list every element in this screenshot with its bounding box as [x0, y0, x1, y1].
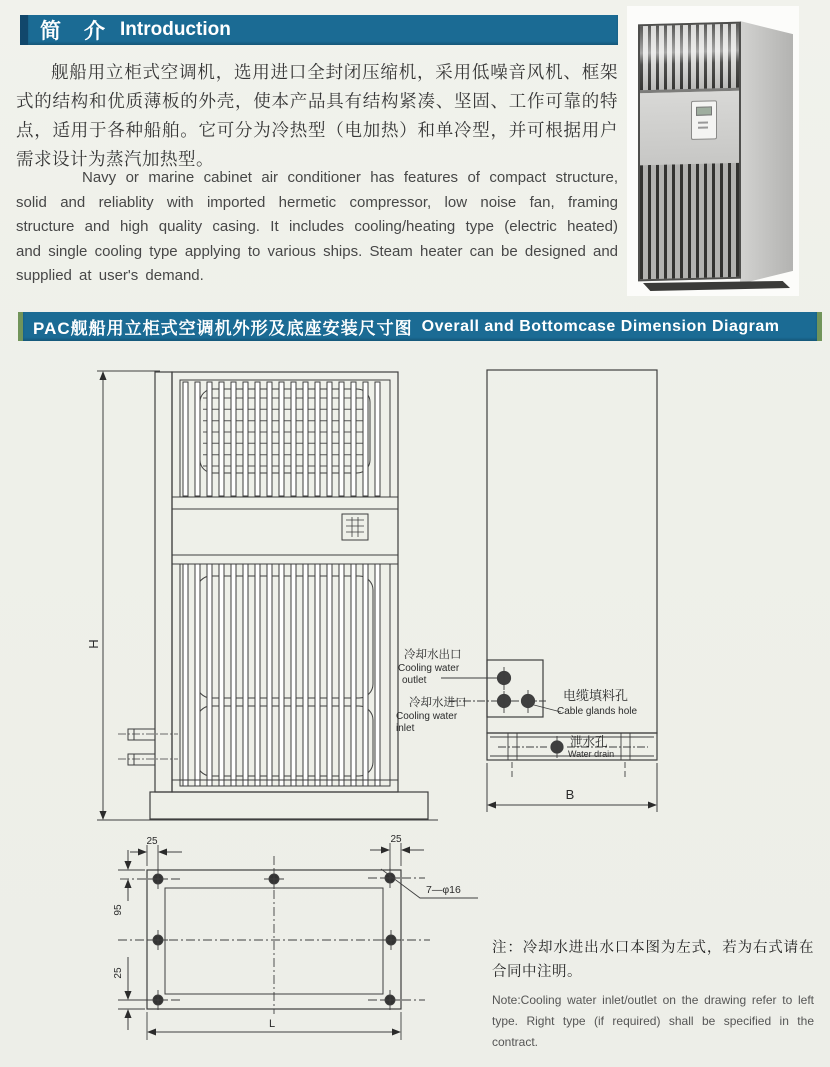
dimension-title-en: Overall and Bottomcase Dimension Diagram	[421, 317, 780, 335]
water-drain-label-zh: 泄水孔	[570, 735, 608, 749]
outlet-label-en1: Cooling water	[398, 663, 460, 674]
intro-paragraph-english: Navy or marine cabinet air conditioner has features of compact structure, solid and reliablity with imported hermetic compressor, low noise fan, framing structure and high quality casing. It includes cooling/heating type (electric heated) and single cooling type applying to various ships. Steam heater can be designed and supplied at user's demand.	[16, 169, 618, 284]
product-photo	[627, 6, 799, 296]
intro-title-en: Introduction	[120, 19, 231, 40]
outlet-label-zh: 冷却水出口	[404, 649, 462, 661]
front-bottom-grille-bars	[183, 564, 380, 786]
base-view-drawing	[118, 843, 478, 1040]
dimension-title-zh: PAC舰船用立柜式空调机外形及底座安装尺寸图	[33, 319, 413, 338]
cabinet-side-panel	[740, 21, 793, 284]
inlet-label-en1: Cooling water	[396, 711, 458, 722]
outlet-label-en2: outlet	[402, 675, 427, 686]
dimension-section-bar	[18, 312, 822, 341]
cable-glands-label-en: Cable glands hole	[557, 706, 638, 717]
inlet-label-zh: 冷却水进口	[409, 697, 467, 709]
note-english: Note:Cooling water inlet/outlet on the drawing refer to left type. Right type (if required) shall be specified in the contract.	[492, 993, 814, 1049]
intro-paragraph-chinese: 舰船用立柜式空调机，选用进口全封闭压缩机，采用低噪音风机、框架式的结构和优质薄板的外壳，使本产品具有结构紧凑、坚固、工作可靠的特点，适用于各种船舶。它可分为冷热型（电加热）和单冷型，并可根据用户需求设计为蒸汽加热型。	[16, 62, 618, 169]
dim-label-l: L	[268, 1018, 276, 1030]
dim-label-25-left-lower: 25	[113, 967, 124, 979]
mounting-holes	[148, 868, 401, 1010]
cabinet-base-shadow	[643, 281, 790, 291]
intro-title-zh: 简 介	[40, 20, 106, 43]
cabinet-front-panel	[638, 22, 741, 282]
dim-label-h: H	[86, 639, 101, 649]
note-block	[492, 936, 814, 1053]
dim-label-25-top-left: 25	[146, 836, 158, 847]
side-view-drawing	[441, 370, 657, 812]
intro-section-bar	[20, 15, 618, 45]
dim-label-b: B	[565, 787, 575, 802]
cable-glands-label-zh: 电缆填料孔	[563, 688, 629, 703]
cabinet-bottom-grille	[640, 163, 739, 280]
front-top-grille-bars	[183, 382, 380, 496]
dim-label-25-top-right: 25	[390, 834, 402, 845]
holes-label: 7—φ16	[426, 884, 461, 896]
dim-label-95-left: 95	[113, 904, 124, 916]
cabinet-top-grille	[640, 24, 739, 94]
inlet-label-en2: inlet	[396, 723, 415, 734]
cabinet-middle-panel	[640, 91, 739, 166]
front-view-drawing	[97, 371, 438, 820]
water-drain-label-en: Water drain	[568, 749, 615, 759]
cabinet-control-display	[691, 100, 717, 140]
note-chinese: 注：冷却水进出水口本图为左式，若为右式请在合同中注明。	[492, 940, 814, 980]
